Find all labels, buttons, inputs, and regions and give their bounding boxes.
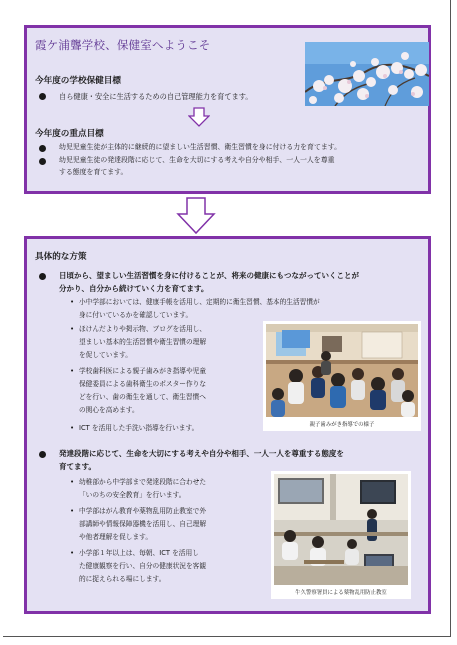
cherry-blossom-photo [305,42,429,106]
drug-prevention-class-photo [271,471,411,599]
focus-bullet-2 [39,158,46,165]
down-arrow-icon [176,197,216,235]
section-2-bullet [39,451,46,458]
sub-bullet: • [70,325,75,333]
section-2-sub-2-line-3: や他者理解を促します。 [79,533,153,541]
down-arrow-icon [188,107,210,127]
section-1-sub-2-line-1: ほけんだよりや掲示物、ブログを活用し、 [79,325,207,333]
section-1-sub-3-line-2: 保健委員による歯科衛生のポスター作りな [79,380,207,388]
section-2-sub-1-line-1: 幼稚部から中学部まで発達段階に合わせた [79,478,207,486]
section-2-sub-3-line-1: 小学部１年以上は、毎朝、ICT を活用し [79,549,199,557]
policy-heading: 具体的な方策 [35,252,87,262]
section-2-sub-1-line-2: 「いのちの安全教育」を行います。 [79,491,186,499]
focus-item-2-line-2: する態度を育てます。 [59,168,128,176]
section-1-sub-2-line-3: を促しています。 [79,351,132,359]
intro-panel [24,25,431,194]
goal-text: 自ら健康・安全に生活するための自己管理能力を育てます。 [59,92,253,101]
sub-bullet: • [70,298,75,306]
toothbrushing-caption: 親子歯みがき指導での様子 [309,422,375,428]
section-1-line-2: 分かり、自分から続けていく力を育てます。 [59,284,209,293]
section-2-sub-3-line-2: た健康観察を行い、自分の健康状況を客観 [79,562,207,570]
sub-bullet: • [70,367,75,375]
focus-bullet-1 [39,145,46,152]
goal-heading: 今年度の学校保健目標 [35,76,121,86]
page-title: 霞ケ浦聾学校、保健室へようこそ [35,38,211,52]
section-1-sub-1-line-1: 小中学部においては、健康手帳を活用し、定期的に衛生習慣、基本的生活習慣が [79,298,320,306]
focus-heading: 今年度の重点目標 [35,129,104,139]
focus-item-2-line-1: 幼児児童生徒の発達段階に応じて、生命を大切にする考えや自分や相手、一人一人を尊重 [59,156,335,164]
sub-bullet: • [70,424,75,432]
section-1-sub-3-line-1: 学校歯科医による親子歯みがき指導や児童 [79,367,207,375]
section-1-line-1: 日頃から、望ましい生活習慣を身に付けることが、将来の健康にもつながっていくことが [59,271,359,280]
section-1-sub-3-line-3: どを行い、歯の衛生を通して、衛生習慣へ [79,393,206,401]
sub-bullet: • [70,478,75,486]
drug-prevention-caption: 牛久警察署員による薬物乱用防止教室 [295,590,387,596]
section-2-sub-3-line-3: 的に捉えられる場にします。 [79,575,166,583]
section-2-line-2: 育てます。 [59,462,96,471]
section-1-sub-4-line-1: ICT を活用した手洗い指導を行います。 [79,424,199,432]
section-2-sub-2-line-2: 部講師や情報保障器機を活用し、自己理解 [79,520,207,528]
section-1-sub-3-line-4: の関心を高めます。 [79,406,139,414]
focus-item-1: 幼児児童生徒が主体的に継続的に望ましい生活習慣、衛生習慣を身に付ける力を育てます。 [59,143,341,151]
sub-bullet: • [70,549,75,557]
section-1-sub-1-line-2: 身に付いているかを確認しています。 [79,311,193,319]
section-1-bullet [39,273,46,280]
sub-bullet: • [70,507,75,515]
section-2-line-1: 発達段階に応じて、生命を大切にする考えや自分や相手、一人一人を尊重する態度を [59,449,344,458]
section-1-sub-2-line-2: 望ましい基本的生活習慣や衛生習慣の理解 [79,338,207,346]
goal-bullet [39,93,46,100]
toothbrushing-photo [263,321,421,431]
policy-panel [24,236,431,614]
section-2-sub-2-line-1: 中学部はがん教育や薬物乱用防止教室で外 [79,507,207,515]
